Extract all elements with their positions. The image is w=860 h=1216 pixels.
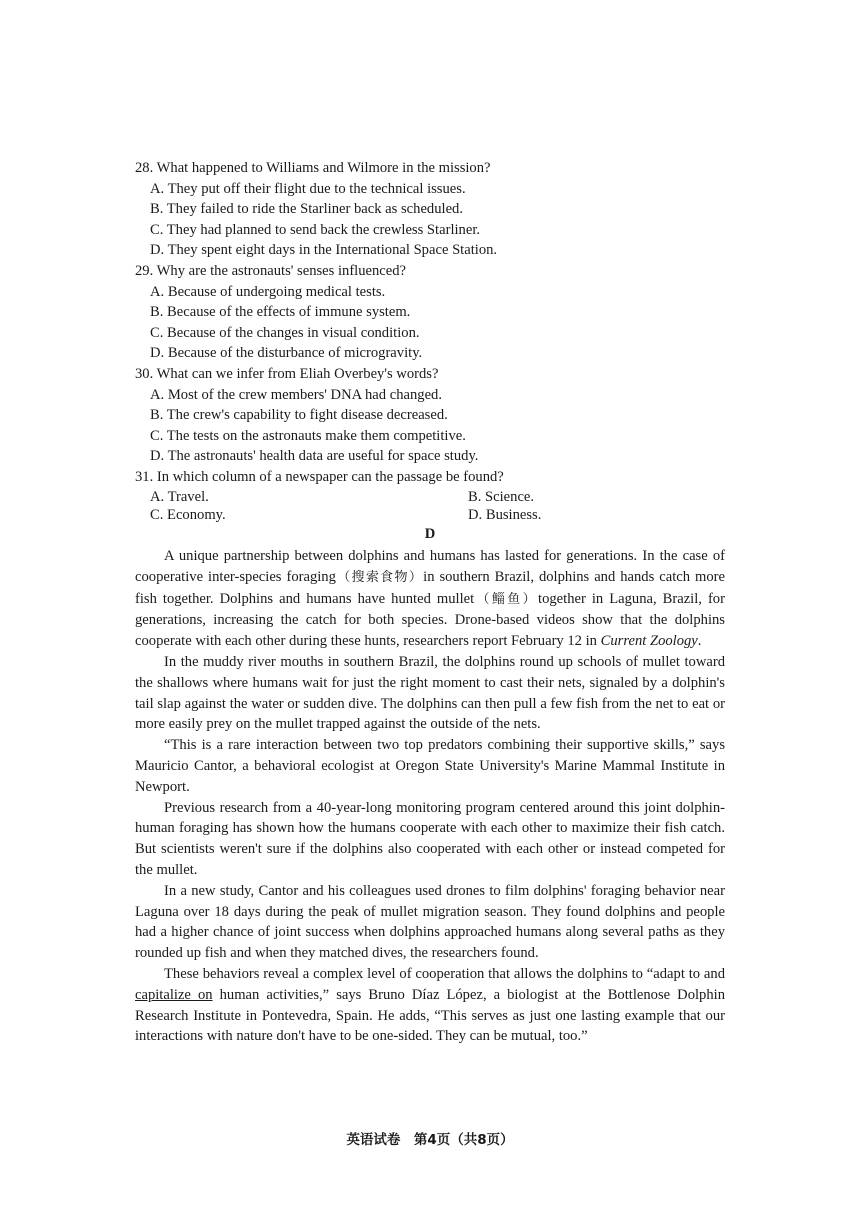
question-29-option-d: D. Because of the disturbance of microgravity. — [150, 345, 423, 362]
chinese-gloss-foraging: （搜索食物） — [335, 569, 424, 585]
paragraph-6-text-b: human activities,” says Bruno Díaz López, a biologist at the Bottlenose Dolphin Research Institute in Pontevedra, Spain. He adds, “This serves as just one lasting example that our interactions with nature don't have to be one-sided. They can be mutual, too.” — [135, 986, 725, 1045]
paragraph-1-end: . — [697, 633, 702, 650]
question-28-stem: 28. What happened to Williams and Wilmore in the mission? — [135, 160, 491, 176]
question-28-option-c: C. They had planned to send back the crewless Starliner. — [150, 221, 481, 238]
journal-name: Current Zoology — [600, 633, 698, 650]
page-footer: 英语试卷 第4页（共8页） — [346, 1132, 514, 1148]
question-31-option-b: B. Science. — [468, 488, 535, 505]
question-31-option-c: C. Economy. — [150, 506, 226, 523]
passage-paragraph-2: In the muddy river mouths in southern Brazil, the dolphins round up schools of mullet toward the shallows where humans wait for just the right moment to cast their nets, signaled by a dolphin's tail slap against the water or sudden dive. The dolphins can then pull a few fish from the net to eat or more easily prey on the mullet trapped against the outside of the nets. — [135, 653, 725, 733]
paragraph-1-text-a: A unique partnership between dolphins and humans has lasted for generations. In the case of cooperative inter-species foraging — [135, 548, 725, 585]
paragraph-1-text-c: together in Laguna, Brazil, for generations, increasing the catch for both species. Drone-based videos show that the dolphins cooperate with each other during these hunts, researchers report February 12 in — [135, 590, 725, 650]
paragraph-6-text-a: These behaviors reveal a complex level of cooperation that allows the dolphins to “adapt to and — [164, 965, 725, 982]
question-31-stem: 31. In which column of a newspaper can the passage be found? — [135, 468, 504, 485]
question-31-options-row-1 — [135, 488, 735, 506]
question-28-option-d: D. They spent eight days in the International Space Station. — [150, 242, 498, 259]
question-28-option-b: B. They failed to ride the Starliner back as scheduled. — [150, 201, 463, 218]
underlined-phrase: capitalize on — [135, 986, 213, 1003]
question-31-option-d: D. Business. — [468, 506, 542, 523]
paragraph-1-text-b: in southern Brazil, dolphins and hands catch more fish together. Dolphins and humans have hunted mullet — [135, 568, 725, 607]
passage-paragraph-1 — [135, 546, 725, 652]
question-30-stem: 30. What can we infer from Eliah Overbey's words? — [135, 365, 439, 382]
passage-paragraph-4: Previous research from a 40-year-long monitoring program centered around this joint dolphin-human foraging has shown how the humans cooperate with each other to maximize their fish catch. But scientists weren't sure if the dolphins also cooperated with each other or instead competed for the mullet. — [135, 799, 725, 878]
question-29-option-a: A. Because of undergoing medical tests. — [150, 283, 386, 300]
question-29-option-b: B. Because of the effects of immune system. — [150, 304, 411, 321]
question-31-options-row-2 — [135, 506, 735, 524]
question-28-option-a: A. They put off their flight due to the technical issues. — [150, 180, 466, 197]
reading-passage — [135, 546, 725, 1047]
section-label: D — [424, 526, 436, 542]
question-30-option-b: B. The crew's capability to fight disease decreased. — [150, 407, 448, 424]
chinese-gloss-mullet: （鲻鱼） — [474, 591, 539, 607]
question-29-option-c: C. Because of the changes in visual condition. — [150, 324, 420, 341]
question-29-stem: 29. Why are the astronauts' senses influenced? — [135, 262, 407, 279]
passage-paragraph-3: “This is a rare interaction between two top predators combining their supportive skills,” says Mauricio Cantor, a behavioral ecologist at Oregon State University's Marine Mammal Institute in Newport. — [135, 737, 725, 795]
passage-paragraph-5: In a new study, Cantor and his colleagues used drones to film dolphins' foraging behavior near Laguna over 18 days during the peak of mullet migration season. They found dolphins and people had a higher chance of joint success when dolphins approached humans along several paths as they rounded up fish and when they matched dives, the researchers found. — [135, 882, 725, 962]
question-31-option-a: A. Travel. — [150, 488, 209, 505]
question-block — [135, 158, 735, 524]
question-30-option-d: D. The astronauts' health data are useful for space study. — [150, 448, 479, 465]
question-30-option-c: C. The tests on the astronauts make them competitive. — [150, 427, 466, 444]
passage-paragraph-6 — [135, 964, 725, 1047]
question-30-option-a: A. Most of the crew members' DNA had changed. — [150, 386, 442, 403]
